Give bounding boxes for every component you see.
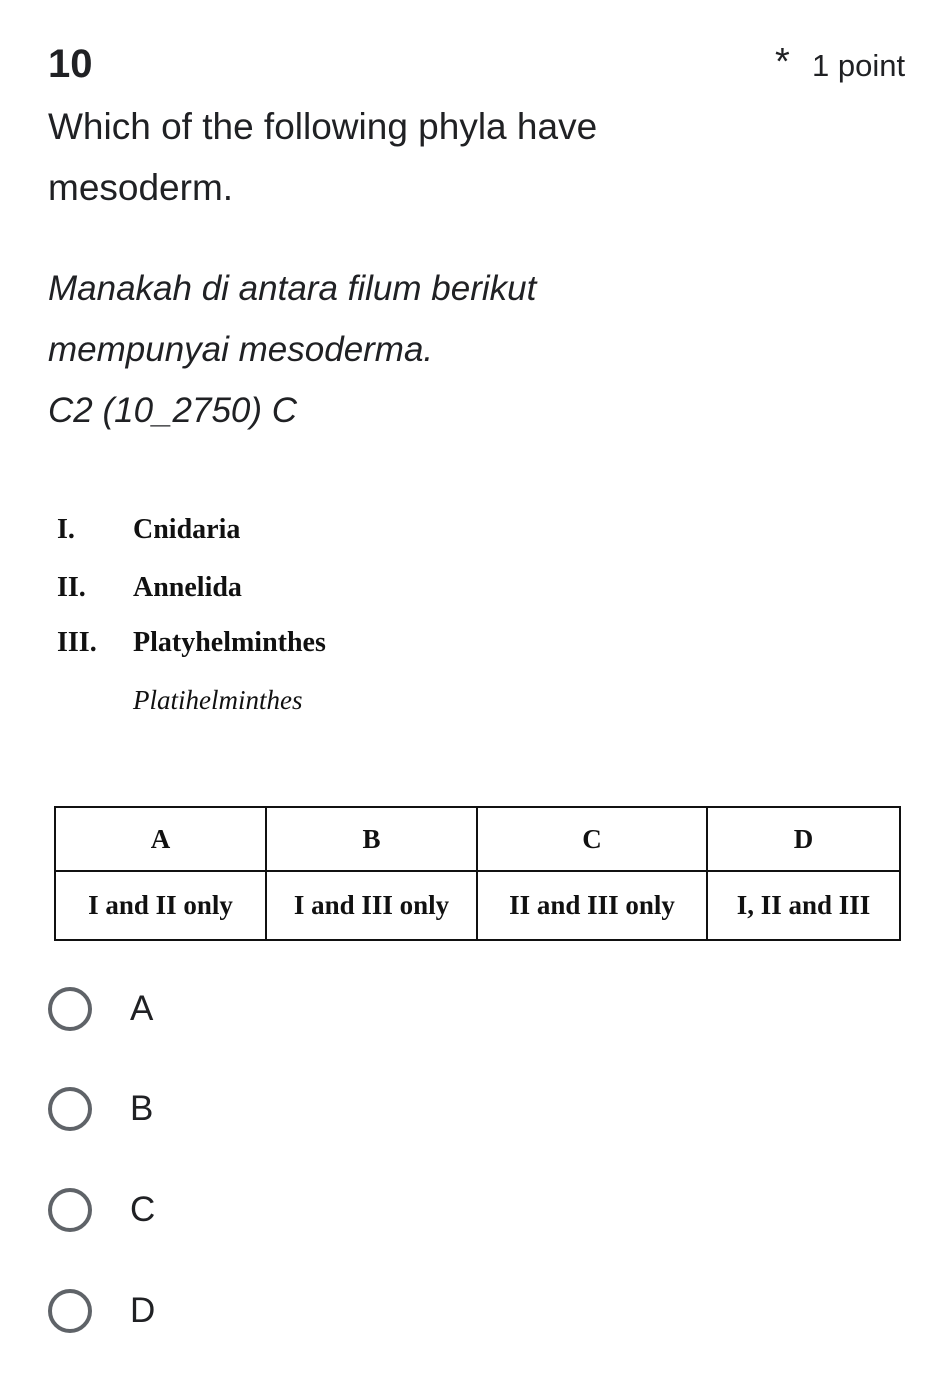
question-code: C2 (10_2750) C — [48, 391, 298, 430]
question-title-line: mesoderm. — [48, 167, 234, 208]
question-points: 1 point — [812, 48, 906, 83]
statement-alt-name: Platihelminthes — [133, 685, 303, 715]
statement-numeral: II. — [57, 572, 86, 603]
statement-name: Annelida — [133, 572, 242, 603]
choice-label: D — [130, 1291, 156, 1330]
table-cell: I and II only — [55, 871, 266, 940]
choice-option-b[interactable] — [48, 1080, 348, 1136]
choice-option-d[interactable] — [48, 1282, 348, 1338]
question-title-line: Which of the following phyla have — [48, 106, 598, 147]
choice-label: A — [130, 989, 154, 1028]
radio-button[interactable] — [48, 1188, 92, 1232]
radio-button[interactable] — [48, 987, 92, 1031]
answer-key-table — [54, 806, 901, 941]
table-header-cell: D — [707, 807, 900, 871]
description-line: mempunyai mesoderma. — [48, 330, 434, 369]
statement-name: Platyhelminthes — [133, 627, 326, 658]
statement-numeral: I. — [57, 514, 75, 545]
table-row — [55, 871, 900, 940]
required-indicator: * — [775, 41, 790, 83]
statement-name: Cnidaria — [133, 514, 241, 545]
table-cell: I, II and III — [707, 871, 900, 940]
table-header-cell: B — [266, 807, 477, 871]
radio-button[interactable] — [48, 1289, 92, 1333]
table-header-row — [55, 807, 900, 871]
table-header-cell: C — [477, 807, 707, 871]
statement-numeral: III. — [57, 627, 97, 658]
question-number: 10 — [48, 42, 93, 86]
table-cell: I and III only — [266, 871, 477, 940]
description-line: Manakah di antara filum berikut — [48, 269, 537, 308]
table-cell: II and III only — [477, 871, 707, 940]
choice-option-a[interactable] — [48, 980, 348, 1036]
radio-button[interactable] — [48, 1087, 92, 1131]
question-title — [48, 96, 848, 218]
table-header-cell: A — [55, 807, 266, 871]
choice-option-c[interactable] — [48, 1181, 348, 1237]
choice-label: B — [130, 1089, 154, 1128]
choice-label: C — [130, 1190, 156, 1229]
question-description — [48, 258, 908, 441]
